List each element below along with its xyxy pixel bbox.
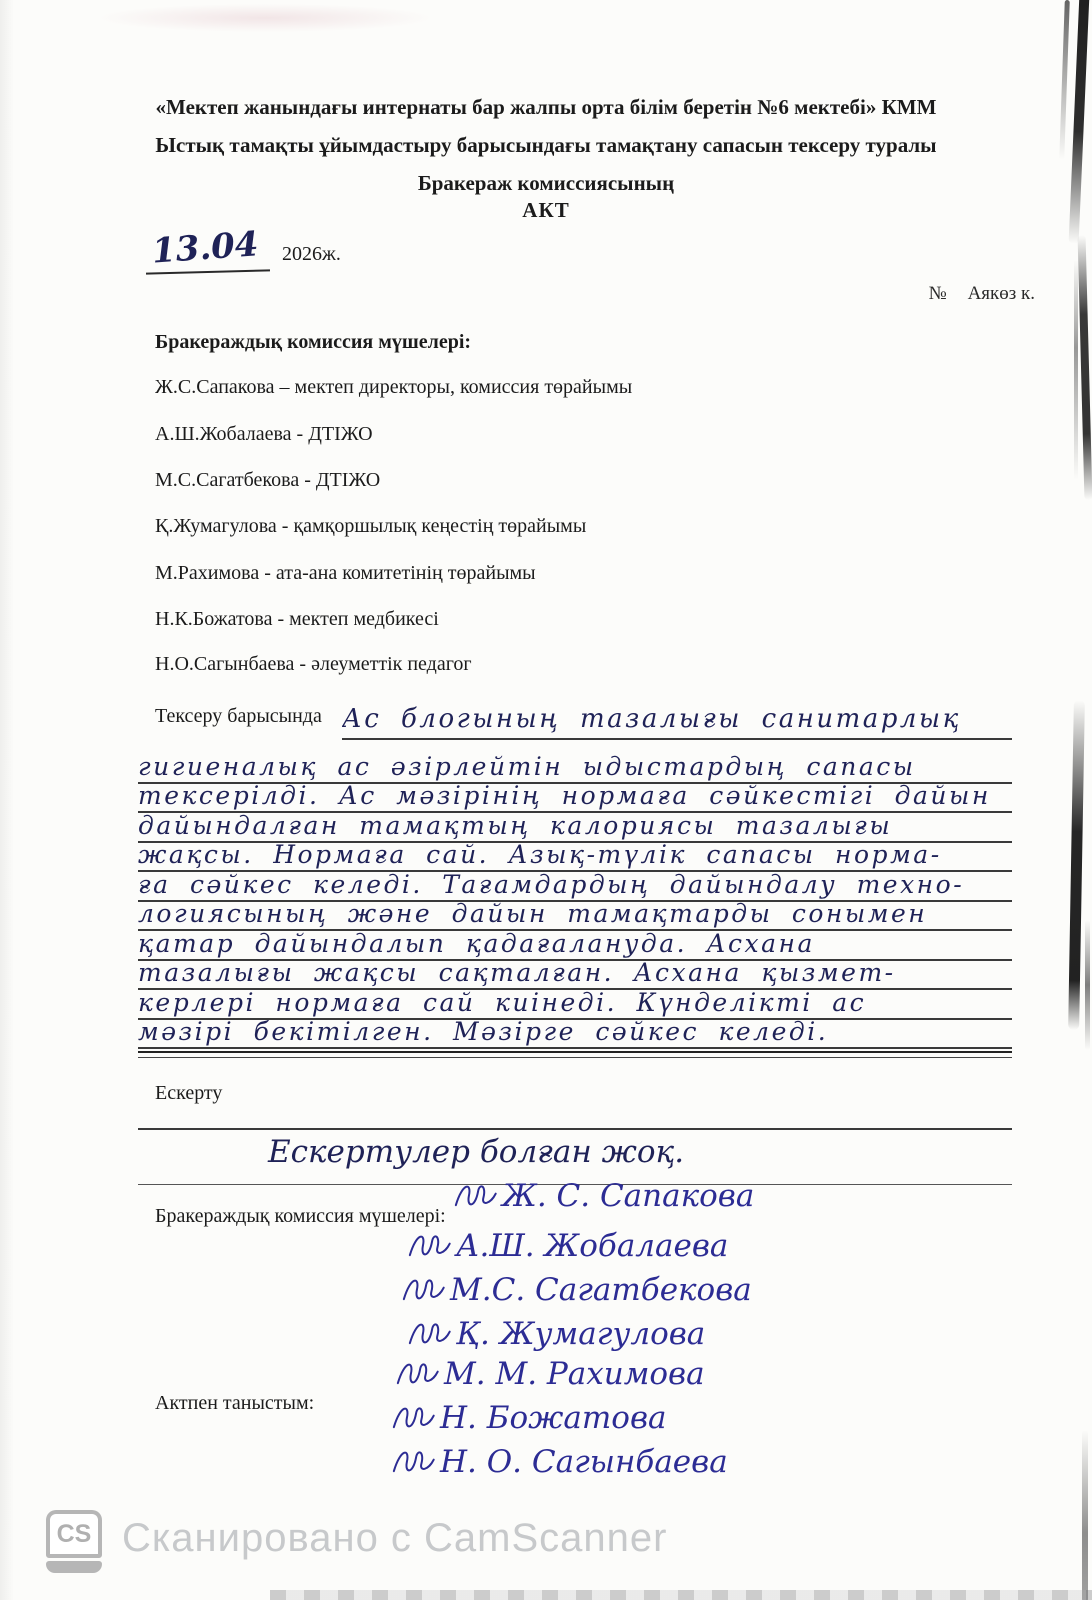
document-header xyxy=(106,88,986,202)
signature-name: Н. Божатова xyxy=(440,1400,667,1436)
date-year: 2026ж. xyxy=(282,243,341,265)
handwritten-line: логиясының және дайын тамақтарды сонымен xyxy=(138,899,1012,931)
handwritten-line: мәзірі бекітілген. Мәзірге сәйкес келеді. xyxy=(138,1017,1012,1049)
signature-paraph-icon xyxy=(406,1228,452,1264)
handwritten-line: жақсы. Нормаға сай. Азық-түлік сапасы норма- xyxy=(138,840,1012,872)
commission-member: Ж.С.Сапакова – мектеп директоры, комиссия төрайымы xyxy=(155,376,633,398)
scan-streak xyxy=(1082,1430,1088,1600)
scan-streak xyxy=(1069,0,1090,244)
signature xyxy=(400,1272,752,1308)
camscanner-caption: Сканировано с CamScanner xyxy=(122,1516,668,1560)
signature-paraph-icon xyxy=(394,1356,440,1392)
handwritten-line: дайындалған тамақтың калориясы тазалығы xyxy=(138,811,1012,843)
signature xyxy=(390,1444,728,1480)
inspection-label: Тексеру барысында xyxy=(155,705,322,727)
camscanner-logo-icon xyxy=(46,1510,102,1573)
signature-name: Ж. С. Сапакова xyxy=(502,1178,755,1214)
handwritten-note: Ескертулер болған жоқ. xyxy=(268,1134,685,1170)
scan-edge-shade xyxy=(0,0,14,1600)
scan-streak xyxy=(1059,0,1070,160)
number-sign: № xyxy=(928,283,947,304)
note-blank-line xyxy=(138,1128,1012,1130)
signature-name: М.С. Сагатбекова xyxy=(450,1272,752,1308)
signature-paraph-icon xyxy=(390,1444,436,1480)
handwritten-line: қатар дайындалып қадағалануда. Асхана xyxy=(138,929,1012,961)
handwritten-date: 13.04 xyxy=(150,224,260,272)
commission-member: А.Ш.Жобалаева - ДТІЖО xyxy=(155,423,373,445)
handwritten-line: гигиеналық ас әзірлейтін ыдыстардың сапасы xyxy=(138,752,1012,784)
scan-streak xyxy=(1074,260,1078,480)
signature-paraph-icon xyxy=(400,1272,446,1308)
camscanner-cs-badge: CS xyxy=(46,1510,102,1558)
handwritten-line: керлері нормаға сай киінеді. Күнделікті ас xyxy=(138,988,1012,1020)
signature xyxy=(406,1228,728,1264)
commission-member: Қ.Жумагулова - қамқоршылық кеңестің төрайымы xyxy=(155,515,587,537)
header-line-1: «Мектеп жанындағы интернаты бар жалпы орта білім беретін №6 мектебі» КММ xyxy=(155,95,937,119)
commission-member: Н.К.Божатова - мектеп медбикесі xyxy=(155,608,439,630)
section-divider xyxy=(138,1051,1012,1058)
signature-paraph-icon xyxy=(406,1316,452,1352)
signature xyxy=(452,1178,754,1214)
commission-member: М.Рахимова - ата-ана комитетінің төрайымы xyxy=(155,562,536,584)
handwritten-line: тексерілді. Ас мәзірінің нормаға сәйкестігі дайын xyxy=(138,781,1012,813)
handwritten-line: тазалығы жақсы сақталған. Асхана қызмет- xyxy=(138,958,1012,990)
signature-name: М. М. Рахимова xyxy=(444,1356,705,1392)
camscanner-badge-bar xyxy=(46,1561,102,1573)
city-name: Аякөз к. xyxy=(967,283,1035,304)
header-line-2: Ыстық тамақты ұйымдастыру барысындағы тамақтану сапасын тексеру туралы xyxy=(155,133,937,157)
scan-smudge xyxy=(100,4,430,32)
scan-streak xyxy=(1068,700,1085,1030)
signature-paraph-icon xyxy=(390,1400,436,1436)
scan-streak xyxy=(1078,235,1092,500)
commission-member: Н.О.Сагынбаева - әлеуметтік педагог xyxy=(155,653,472,675)
commission-member: М.С.Сагатбекова - ДТІЖО xyxy=(155,469,381,491)
handwritten-line: ға сәйкес келеді. Тағамдардың дайындалу техно- xyxy=(138,870,1012,902)
signature xyxy=(394,1356,705,1392)
signatures-label: Бракераждық комиссия мүшелері: xyxy=(155,1205,446,1227)
handwritten-line: Ас блогының тазалығы санитарлық xyxy=(342,702,1012,740)
commission-heading: Бракераждық комиссия мүшелері: xyxy=(155,331,472,353)
signature-name: А.Ш. Жобалаева xyxy=(456,1228,729,1264)
signature-paraph-icon xyxy=(452,1178,498,1214)
document-number-row xyxy=(929,283,1035,305)
scan-streak xyxy=(1085,920,1090,1050)
acquainted-label: Актпен таныстым: xyxy=(155,1392,315,1414)
header-line-3: Бракераж комиссиясының xyxy=(417,171,675,195)
signature xyxy=(390,1400,667,1436)
note-label: Ескерту xyxy=(155,1082,223,1104)
signature-name: Қ. Жумагулова xyxy=(456,1316,706,1352)
signature-name: Н. О. Сагынбаева xyxy=(440,1444,728,1480)
act-title: АКТ xyxy=(522,198,570,222)
signature xyxy=(406,1316,705,1352)
scan-bottom-noise xyxy=(270,1590,1092,1600)
